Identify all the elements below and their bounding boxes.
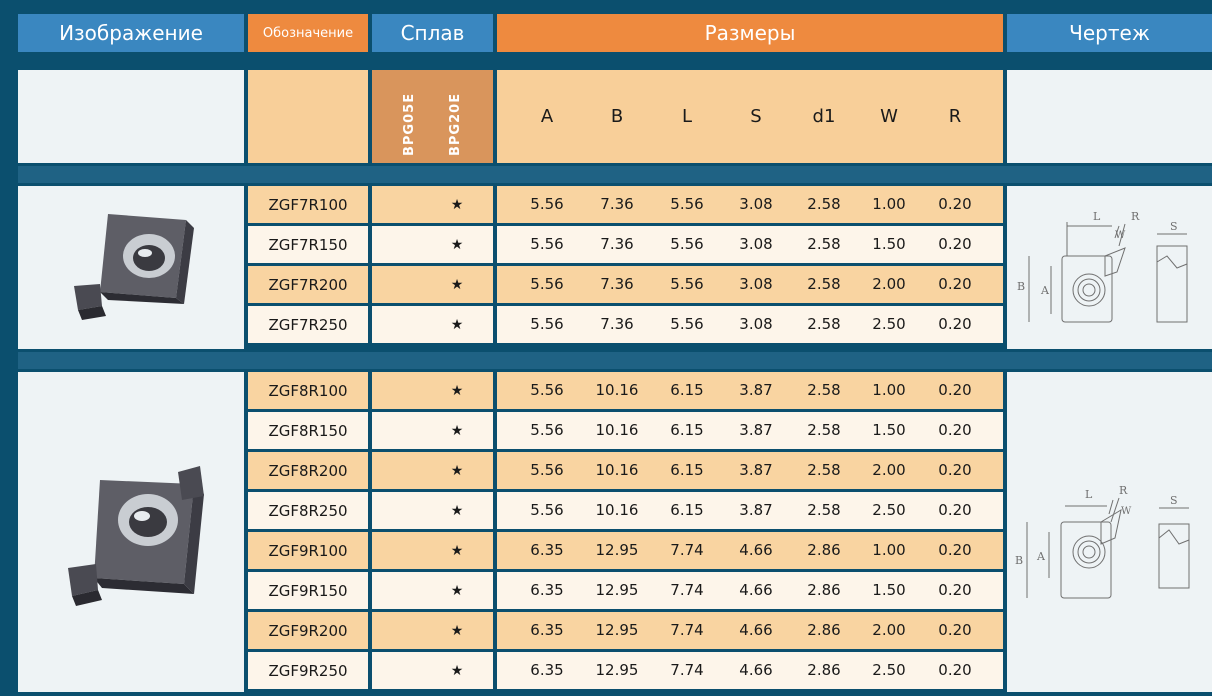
dim-value-l: 6.15 (670, 381, 704, 399)
dim-value-s: 3.08 (739, 275, 773, 293)
dim-value-w: 2.00 (872, 621, 906, 639)
insert-image-zgf7 (18, 186, 244, 349)
dim-value-r: 0.20 (938, 661, 972, 679)
dim-value-l: 6.15 (670, 421, 704, 439)
row-dimensions (497, 186, 1003, 223)
dim-value-s: 3.08 (739, 235, 773, 253)
row-designation: ZGF8R100 (248, 372, 368, 409)
technical-drawing-panel (1007, 186, 1212, 349)
availability-star-icon: ★ (450, 236, 464, 253)
dim-value-a: 6.35 (530, 661, 564, 679)
subheader-drawing-cell (1007, 70, 1212, 163)
dim-value-a: 6.35 (530, 621, 564, 639)
row-dimensions (497, 372, 1003, 409)
row-dimensions (497, 532, 1003, 569)
dim-column-header: W (880, 106, 898, 127)
dim-value-w: 1.00 (872, 541, 906, 559)
dim-value-s: 4.66 (739, 541, 773, 559)
dim-value-s: 3.87 (739, 461, 773, 479)
dim-value-s: 3.87 (739, 501, 773, 519)
dim-value-r: 0.20 (938, 501, 972, 519)
availability-star-icon: ★ (450, 542, 464, 559)
drawing-label-a: A (1037, 550, 1045, 563)
row-alloy-cell (372, 186, 493, 223)
availability-star-icon: ★ (450, 382, 464, 399)
dim-value-r: 0.20 (938, 581, 972, 599)
drawing-label-l: L (1093, 210, 1101, 223)
dim-value-r: 0.20 (938, 275, 972, 293)
dim-value-b: 7.36 (600, 275, 634, 293)
dim-value-r: 0.20 (938, 195, 972, 213)
dim-value-r: 0.20 (938, 381, 972, 399)
dim-value-d1: 2.58 (807, 315, 841, 333)
subheader-dimensions-cell (497, 70, 1003, 163)
row-alloy-cell (372, 266, 493, 303)
separator-strip (18, 352, 1212, 369)
dim-value-d1: 2.58 (807, 461, 841, 479)
dim-column-header: L (681, 106, 693, 127)
availability-star-icon: ★ (450, 662, 464, 679)
dim-value-b: 12.95 (595, 541, 639, 559)
row-designation: ZGF7R100 (248, 186, 368, 223)
header-image: Изображение (18, 14, 244, 52)
row-designation: ZGF9R250 (248, 652, 368, 689)
dim-value-a: 5.56 (530, 421, 564, 439)
header-alloy: Сплав (372, 14, 493, 52)
dim-value-a: 6.35 (530, 541, 564, 559)
row-dimensions (497, 452, 1003, 489)
dim-value-s: 3.87 (739, 381, 773, 399)
dim-column-header: R (948, 106, 962, 127)
dim-value-l: 6.15 (670, 501, 704, 519)
dim-value-b: 7.36 (600, 235, 634, 253)
dim-value-l: 6.15 (670, 461, 704, 479)
row-dimensions (497, 652, 1003, 689)
product-image-panel (18, 372, 244, 692)
row-alloy-cell (372, 306, 493, 343)
dim-column-header: S (750, 106, 762, 127)
drawing-label-s: S (1170, 220, 1178, 233)
dim-value-a: 5.56 (530, 501, 564, 519)
separator-strip (18, 166, 1212, 183)
availability-star-icon: ★ (450, 582, 464, 599)
dim-value-l: 7.74 (670, 621, 704, 639)
row-dimensions (497, 266, 1003, 303)
dim-value-r: 0.20 (938, 541, 972, 559)
row-alloy-cell (372, 652, 493, 689)
drawing-label-a: A (1041, 284, 1049, 297)
dim-value-w: 2.50 (872, 315, 906, 333)
dim-value-r: 0.20 (938, 421, 972, 439)
availability-star-icon: ★ (450, 502, 464, 519)
row-designation: ZGF7R200 (248, 266, 368, 303)
row-alloy-cell (372, 226, 493, 263)
dim-value-a: 6.35 (530, 581, 564, 599)
dim-value-l: 5.56 (670, 275, 704, 293)
availability-star-icon: ★ (450, 462, 464, 479)
header-designation: Обозначение (248, 14, 368, 52)
insert-image-zgf8 (18, 372, 244, 692)
availability-star-icon: ★ (450, 196, 464, 213)
dim-value-w: 1.50 (872, 421, 906, 439)
dim-value-s: 3.08 (739, 315, 773, 333)
dim-value-d1: 2.58 (807, 501, 841, 519)
row-dimensions (497, 492, 1003, 529)
availability-star-icon: ★ (450, 316, 464, 333)
availability-star-icon: ★ (450, 276, 464, 293)
availability-star-icon: ★ (450, 622, 464, 639)
dim-value-l: 7.74 (670, 581, 704, 599)
technical-drawing-zgf8 (1007, 372, 1212, 692)
dim-value-w: 2.00 (872, 275, 906, 293)
dim-column-header: A (540, 106, 554, 127)
header-drawing: Чертеж (1007, 14, 1212, 52)
dim-value-d1: 2.58 (807, 235, 841, 253)
row-alloy-cell (372, 412, 493, 449)
dim-value-l: 5.56 (670, 235, 704, 253)
dim-value-s: 4.66 (739, 581, 773, 599)
dim-value-l: 7.74 (670, 661, 704, 679)
dim-value-d1: 2.86 (807, 661, 841, 679)
dim-value-s: 4.66 (739, 621, 773, 639)
row-dimensions (497, 612, 1003, 649)
dim-value-a: 5.56 (530, 461, 564, 479)
dim-value-b: 12.95 (595, 621, 639, 639)
dim-value-d1: 2.86 (807, 621, 841, 639)
drawing-label-s: S (1170, 494, 1178, 507)
dim-value-d1: 2.58 (807, 381, 841, 399)
technical-drawing-panel (1007, 372, 1212, 692)
subheader-image-cell (18, 70, 244, 163)
technical-drawing-zgf7 (1007, 186, 1212, 349)
drawing-label-r: R (1119, 484, 1128, 497)
dim-value-d1: 2.86 (807, 541, 841, 559)
row-designation: ZGF9R100 (248, 532, 368, 569)
dim-value-w: 1.00 (872, 381, 906, 399)
drawing-label-r: R (1131, 210, 1140, 223)
alloy-label-bpg05e: BPG05E (402, 92, 417, 156)
alloy-label-bpg20e: BPG20E (448, 92, 463, 156)
header-dimensions: Размеры (497, 14, 1003, 52)
dim-value-s: 4.66 (739, 661, 773, 679)
dim-value-d1: 2.58 (807, 421, 841, 439)
dim-value-a: 5.56 (530, 315, 564, 333)
row-designation: ZGF9R150 (248, 572, 368, 609)
dim-value-b: 12.95 (595, 581, 639, 599)
row-dimensions (497, 572, 1003, 609)
dim-value-d1: 2.58 (807, 195, 841, 213)
subheader-alloy-cell (372, 70, 493, 163)
row-designation: ZGF9R200 (248, 612, 368, 649)
dim-value-b: 12.95 (595, 661, 639, 679)
dim-value-w: 2.50 (872, 661, 906, 679)
drawing-label-l: L (1085, 488, 1093, 501)
row-alloy-cell (372, 532, 493, 569)
row-dimensions (497, 306, 1003, 343)
row-alloy-cell (372, 492, 493, 529)
dim-value-r: 0.20 (938, 235, 972, 253)
row-designation: ZGF8R200 (248, 452, 368, 489)
row-designation: ZGF7R150 (248, 226, 368, 263)
dim-value-w: 2.00 (872, 461, 906, 479)
product-image-panel (18, 186, 244, 349)
drawing-label-w: W (1121, 506, 1132, 517)
dim-value-l: 7.74 (670, 541, 704, 559)
dim-value-s: 3.08 (739, 195, 773, 213)
row-alloy-cell (372, 452, 493, 489)
row-designation: ZGF8R250 (248, 492, 368, 529)
dim-value-b: 7.36 (600, 195, 634, 213)
dim-value-a: 5.56 (530, 381, 564, 399)
dim-value-a: 5.56 (530, 275, 564, 293)
dim-value-b: 10.16 (595, 501, 639, 519)
dim-value-r: 0.20 (938, 315, 972, 333)
drawing-label-b: B (1015, 554, 1024, 567)
row-dimensions (497, 412, 1003, 449)
dim-value-b: 7.36 (600, 315, 634, 333)
drawing-label-w: W (1115, 230, 1126, 241)
dim-column-header: d1 (812, 106, 836, 127)
dim-value-a: 5.56 (530, 195, 564, 213)
availability-star-icon: ★ (450, 422, 464, 439)
drawing-label-b: B (1017, 280, 1026, 293)
row-dimensions (497, 226, 1003, 263)
dim-value-b: 10.16 (595, 381, 639, 399)
dim-value-w: 1.00 (872, 195, 906, 213)
dim-value-w: 1.50 (872, 581, 906, 599)
row-alloy-cell (372, 612, 493, 649)
row-alloy-cell (372, 572, 493, 609)
dim-value-w: 1.50 (872, 235, 906, 253)
dim-value-s: 3.87 (739, 421, 773, 439)
row-designation: ZGF7R250 (248, 306, 368, 343)
dim-value-w: 2.50 (872, 501, 906, 519)
dim-value-d1: 2.58 (807, 275, 841, 293)
dim-value-a: 5.56 (530, 235, 564, 253)
row-designation: ZGF8R150 (248, 412, 368, 449)
dim-value-r: 0.20 (938, 621, 972, 639)
subheader-designation-cell (248, 70, 368, 163)
dim-value-l: 5.56 (670, 195, 704, 213)
dim-value-b: 10.16 (595, 421, 639, 439)
dim-value-b: 10.16 (595, 461, 639, 479)
row-alloy-cell (372, 372, 493, 409)
dim-value-l: 5.56 (670, 315, 704, 333)
dim-value-d1: 2.86 (807, 581, 841, 599)
dim-column-header: B (610, 106, 624, 127)
dim-value-r: 0.20 (938, 461, 972, 479)
